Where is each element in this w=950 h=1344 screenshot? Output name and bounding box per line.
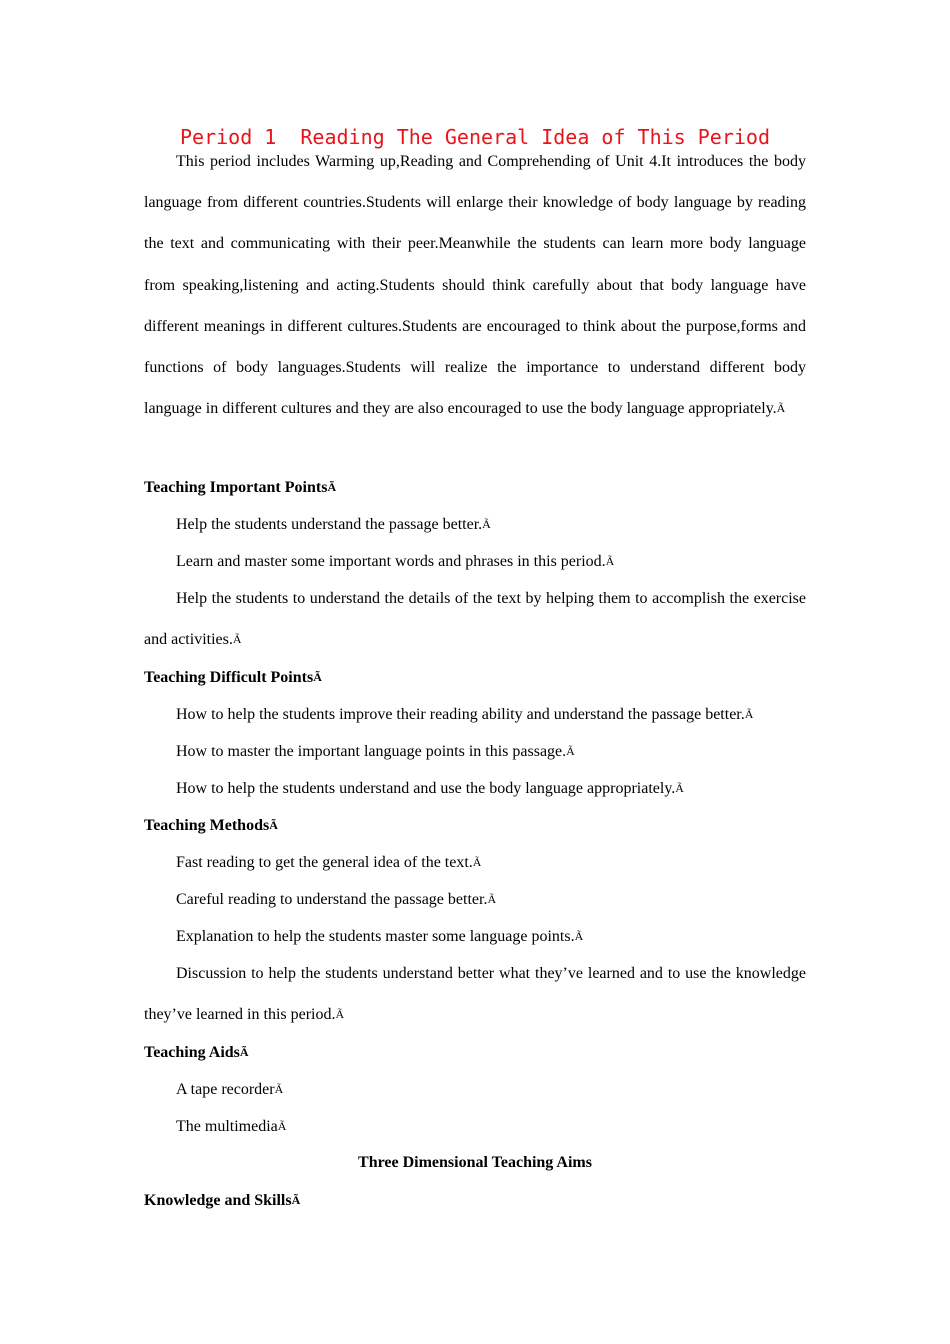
aid-item: A tape recorderÃ bbox=[176, 1081, 284, 1098]
aid-item: The multimediaÃ bbox=[176, 1118, 287, 1135]
difficult-item: How to master the important language points in this passage.Ã bbox=[176, 743, 575, 760]
method-item: Fast reading to get the general idea of the text.Ã bbox=[176, 854, 482, 871]
paragraph-mark: Ã bbox=[744, 707, 754, 721]
paragraph-mark: Ã bbox=[566, 744, 575, 758]
heading-important-points: Teaching Important PointsÃ bbox=[144, 479, 337, 496]
paragraph-mark: Ã bbox=[327, 480, 337, 494]
paragraph-mark: Ã bbox=[472, 855, 482, 869]
heading-teaching-aids: Teaching AidsÃ bbox=[144, 1044, 249, 1061]
heading-teaching-methods: Teaching MethodsÃ bbox=[144, 817, 278, 834]
method-item: Careful reading to understand the passage better.Ã bbox=[176, 891, 497, 908]
important-item: Help the students to understand the details of the text by helping them to accomplish the exercise and activities.Ã bbox=[144, 590, 806, 648]
heading-knowledge-skills: Knowledge and SkillsÃ bbox=[144, 1192, 301, 1209]
aims-title: Three Dimensional Teaching Aims bbox=[358, 1154, 592, 1171]
difficult-item: How to help the students understand and use the body language appropriately.Ã bbox=[176, 780, 684, 797]
intro-text: This period includes Warming up,Reading and Comprehending of Unit 4.It introduces the body language from different countries.Students will enlarge their knowledge of body language by reading the text and communicating with their peer.Meanwhile the students can learn more body language from speaking,listening and acting.Students should think carefully about that body language have different meanings in different cultures.Students are encouraged to think about the purpose,forms and functions of body languages.Students will realize the importance to understand different body language in different cultures and they are also encouraged to use the body language appropriately. bbox=[144, 153, 806, 418]
paragraph-mark: Ã bbox=[776, 401, 786, 416]
page-title: Period 1 Reading The General Idea of This Period bbox=[179, 125, 770, 149]
paragraph-mark: Ã bbox=[482, 517, 491, 531]
paragraph-mark: Ã bbox=[274, 1082, 284, 1096]
important-item: Help the students understand the passage better.Ã bbox=[176, 516, 491, 533]
method-item: Explanation to help the students master some language points.Ã bbox=[176, 928, 584, 945]
important-item: Learn and master some important words and phrases in this period.Ã bbox=[176, 553, 615, 570]
paragraph-mark: Ã bbox=[574, 929, 584, 943]
paragraph-mark: Ã bbox=[291, 1193, 301, 1207]
paragraph-mark: Ã bbox=[487, 892, 497, 906]
paragraph-mark: Ã bbox=[605, 554, 615, 568]
paragraph-mark: Ã bbox=[232, 632, 242, 646]
difficult-item: How to help the students improve their reading ability and understand the passage better.Ã bbox=[176, 706, 754, 723]
paragraph-mark: Ã bbox=[675, 781, 684, 795]
paragraph-mark: Ã bbox=[313, 670, 322, 684]
paragraph-mark: Ã bbox=[269, 818, 278, 832]
method-item: Discussion to help the students understand better what they’ve learned and to use the knowledge they’ve learned in this period.Ã bbox=[144, 965, 806, 1023]
paragraph-mark: Ã bbox=[277, 1119, 287, 1133]
paragraph-mark: Ã bbox=[239, 1045, 249, 1059]
paragraph-mark: Ã bbox=[335, 1007, 345, 1021]
heading-difficult-points: Teaching Difficult PointsÃ bbox=[144, 669, 322, 686]
intro-paragraph bbox=[144, 141, 806, 429]
